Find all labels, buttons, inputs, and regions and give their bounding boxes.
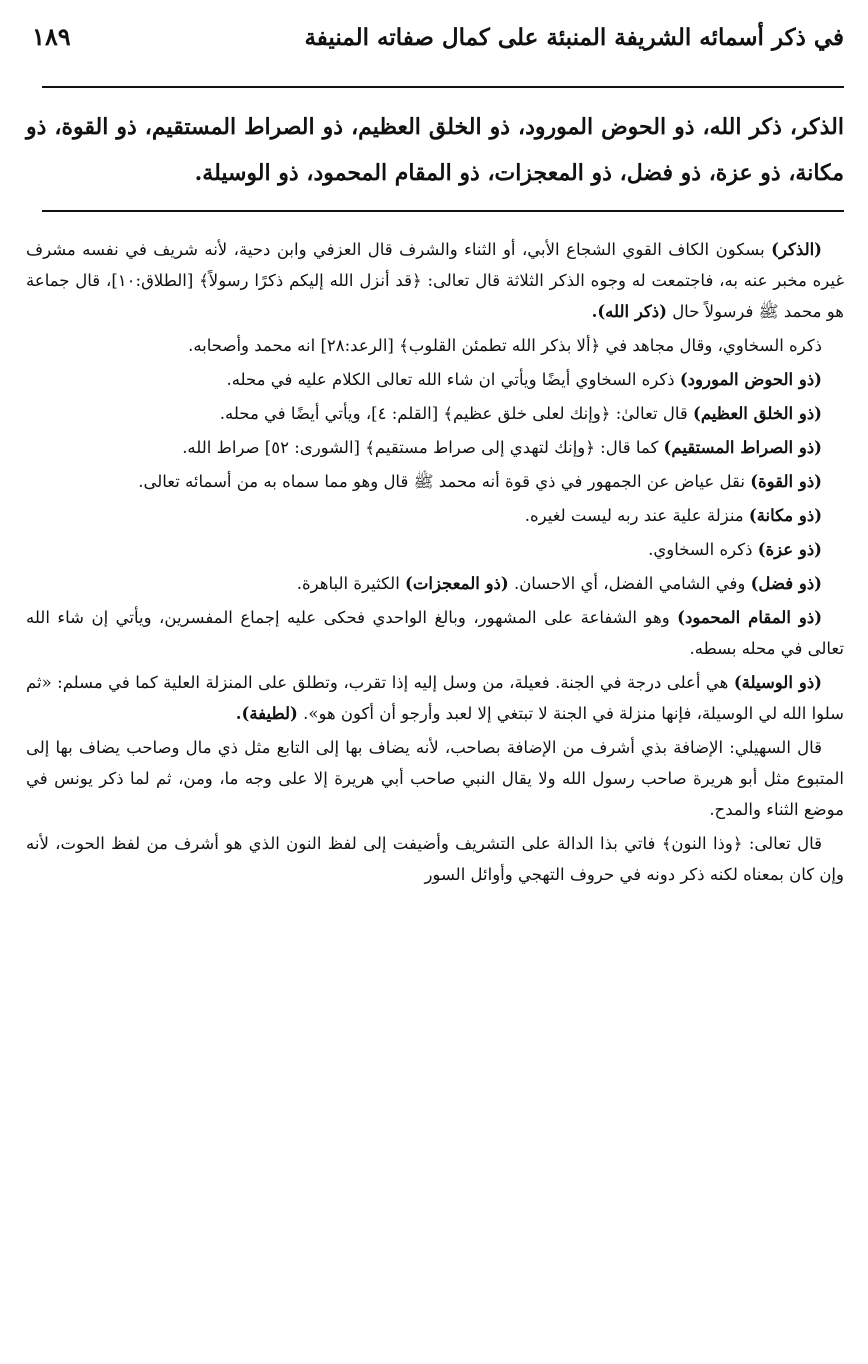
commentary-text: منزلة علية عند ربه ليست لغيره. xyxy=(524,506,749,525)
term-heading: (ذو المعجزات) xyxy=(405,574,509,593)
commentary-text: الكثيرة الباهرة. xyxy=(296,574,406,593)
term-heading: (لطيفة). xyxy=(235,704,298,723)
commentary-paragraph xyxy=(26,234,844,327)
commentary-text: وفي الشامي الفضل، أي الاحسان. xyxy=(508,574,751,593)
header-divider xyxy=(42,86,844,88)
footnote-divider xyxy=(42,210,844,212)
commentary-paragraph xyxy=(26,466,844,497)
running-title: في ذكر أسمائه الشريفة المنبئة على كمال صفاته المنيفة xyxy=(304,24,844,51)
commentary-text: هي أعلى درجة في الجنة. فعيلة، من وسل إليه إذا تقرب، وتطلق على المنزلة العلية كما في مسلم: «ثم سلوا الله لي الوسيلة، فإنها منزلة في الجنة لا تبتغي إلا لعبد وأرجو أن أكون هو». xyxy=(26,673,844,723)
page-number: ١٨٩ xyxy=(32,22,71,51)
main-text: الذكر، ذكر الله، ذو الحوض المورود، ذو الخلق العظيم، ذو الصراط المستقيم، ذو القوة، ذو مكانة، ذو عزة، ذو فضل، ذو المعجزات، ذو المقام المحمود، ذو الوسيلة. xyxy=(26,114,844,186)
commentary-text: قال تعالى: ﴿وذا النون﴾ فاتي بذا الدالة على التشريف وأضيفت إلى لفظ النون الذي هو أشرف من لفظ الحوت، لأنه وإن كان بمعناه لكنه ذكر دونه في حروف التهجي وأوائل السور xyxy=(26,834,844,884)
commentary-paragraph xyxy=(26,432,844,463)
page-header xyxy=(26,22,844,66)
commentary-paragraph xyxy=(26,828,844,890)
commentary-text: قال تعالىٰ: ﴿وإنك لعلى خلق عظيم﴾ [القلم: ٤]، ويأتي أيضًا في محله. xyxy=(219,404,694,423)
commentary-paragraph xyxy=(26,732,844,825)
term-heading: (ذو الحوض المورود) xyxy=(679,370,822,389)
term-heading: (ذو الخلق العظيم) xyxy=(693,404,822,423)
term-heading: (ذو المقام المحمود) xyxy=(677,608,822,627)
commentary-paragraph xyxy=(26,602,844,664)
commentary-text: قال السهيلي: الإضافة بذي أشرف من الإضافة بصاحب، لأنه يضاف بها إلى التابع مثل ذي مال وصاحب يضاف بها إلى المتبوع مثل أبو هريرة صاحب رسول الله ولا يقال النبي صاحب أبي هريرة إلا على وجه ما، ومن، ثم لما ذكر يونس في موضع الثناء والمدح. xyxy=(26,738,844,819)
term-heading: (ذو القوة) xyxy=(750,472,822,491)
term-heading: (ذو الصراط المستقيم) xyxy=(663,438,822,457)
commentary-text: بسكون الكاف القوي الشجاع الأبي، أو الثناء والشرف قال العزفي وابن دحية، لأنه شريف في نفسه مشرف غيره مخبر عنه به، فاجتمعت له وجوه الذكر الثلاثة قال تعالى: ﴿قد أنزل الله إليكم ذكرًا رسولاً﴾ [الطلاق:١٠]، قال جماعة هو محمد ﷺ فرسولاً حال xyxy=(26,240,844,321)
commentary-text: ذكره السخاوي. xyxy=(648,540,758,559)
commentary-paragraph xyxy=(26,398,844,429)
term-heading: (ذو الوسيلة) xyxy=(733,673,822,692)
term-heading: (ذكر الله). xyxy=(591,302,667,321)
commentary-text: نقل عياض عن الجمهور في ذي قوة أنه محمد ﷺ قال وهو مما سماه به من أسمائه تعالى. xyxy=(138,472,751,491)
commentary-paragraph xyxy=(26,568,844,599)
commentary-text: كما قال: ﴿وإنك لتهدي إلى صراط مستقيم﴾ [الشورى: ٥٢] صراط الله. xyxy=(182,438,664,457)
commentary-text: ذكره السخاوي أيضًا ويأتي ان شاء الله تعالى الكلام عليه في محله. xyxy=(226,370,680,389)
term-heading: (الذكر) xyxy=(771,240,822,259)
commentary-paragraph xyxy=(26,534,844,565)
term-heading: (ذو مكانة) xyxy=(748,506,822,525)
term-heading: (ذو فضل) xyxy=(750,574,822,593)
commentary-notes xyxy=(26,234,844,890)
commentary-paragraph xyxy=(26,500,844,531)
commentary-paragraph xyxy=(26,667,844,729)
commentary-text: وهو الشفاعة على المشهور، وبالغ الواحدي فحكى عليه إجماع المفسرين، ويأتي إن شاء الله تعالى في محله بسطه. xyxy=(26,608,844,658)
commentary-text: ذكره السخاوي، وقال مجاهد في ﴿ألا بذكر الله تطمئن القلوب﴾ [الرعد:٢٨] انه محمد وأصحابه. xyxy=(188,336,822,355)
commentary-paragraph xyxy=(26,330,844,361)
commentary-paragraph xyxy=(26,364,844,395)
term-heading: (ذو عزة) xyxy=(757,540,822,559)
